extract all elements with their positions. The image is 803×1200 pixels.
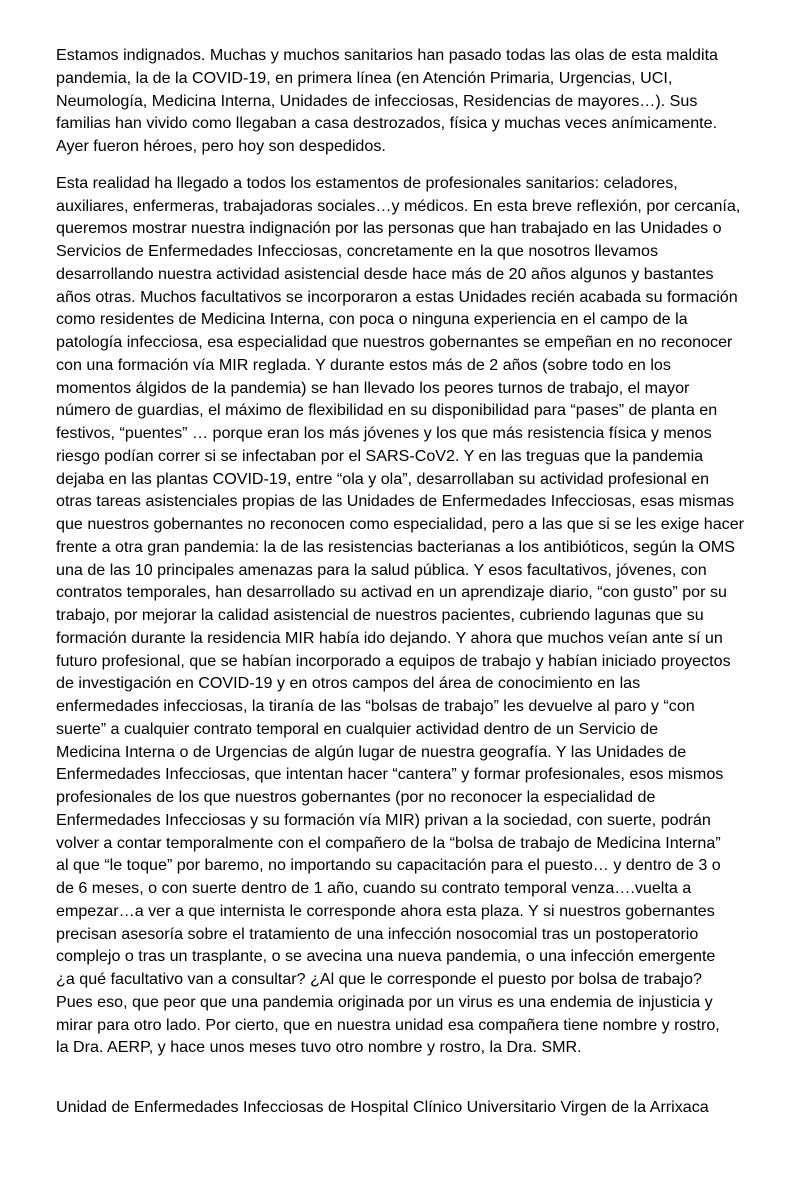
- text-line: suerte” a cualquier contrato temporal en cualquier actividad dentro de un Servicio de: [56, 719, 659, 738]
- text-line: Neumología, Medicina Interna, Unidades de infecciosas, Residencias de mayores…). Sus: [56, 91, 698, 110]
- signature-text: Unidad de Enfermedades Infecciosas de Hospital Clínico Universitario Virgen de la Arrixaca: [56, 1097, 709, 1116]
- text-line: contratos temporales, han desarrollado su activad en un aprendizaje diario, “con gusto” por su: [56, 583, 727, 602]
- text-line: volver a contar temporalmente con el compañero de la “bolsa de trabajo de Medicina Interna”: [56, 833, 721, 852]
- text-line: como residentes de Medicina Interna, con poca o ninguna experiencia en el campo de la: [56, 310, 688, 329]
- text-line: la Dra. AERP, y hace unos meses tuvo otro nombre y rostro, la Dra. SMR.: [56, 1038, 582, 1057]
- text-line: familias han vivido como llegaban a casa destrozados, física y muchas veces anímicamente.: [56, 114, 718, 133]
- text-line: Esta realidad ha llegado a todos los estamentos de profesionales sanitarios: celadores,: [56, 173, 678, 192]
- text-line: Pues eso, que peor que una pandemia originada por un virus es una endemia de injusticia y: [56, 992, 713, 1011]
- text-line: complejo o tras un trasplante, o se avecina una nueva pandemia, o una infección emergente: [56, 947, 716, 966]
- text-line: Medicina Interna o de Urgencias de algún lugar de nuestra geografía. Y las Unidades de: [56, 742, 687, 761]
- text-line: dejaba en las plantas COVID-19, entre “ola y ola”, desarrollaban su actividad profesional en: [56, 469, 710, 488]
- text-line: ¿a qué facultativo van a consultar? ¿Al que le corresponde el puesto por bolsa de trabajo?: [56, 970, 702, 988]
- text-line: [56, 1059, 756, 1082]
- letter-page: [56, 44, 756, 1119]
- text-line: formación durante la residencia MIR había ido dejando. Y ahora que muchos veían ante sí un: [56, 628, 723, 647]
- text-line: precisan asesoría sobre el tratamiento de una infección nosocomial tras un postoperatorio: [56, 924, 699, 943]
- text-line: patología infecciosa, esa especialidad que nuestros gobernantes se empeñan en no reconocer: [56, 333, 733, 351]
- text-line: futuro profesional, que se habían incorporado a equipos de trabajo y habían iniciado proyectos: [56, 651, 731, 670]
- text-line: al que “le toque” por baremo, no importando su capacitación para el puesto… y dentro de 3 o: [56, 856, 721, 875]
- text-line: desarrollando nuestra actividad asistencial desde hace más de 20 años algunos y bastantes: [56, 264, 714, 283]
- text-line: mirar para otro lado. Por cierto, que en nuestra unidad esa compañera tiene nombre y rostro,: [56, 1015, 720, 1034]
- text-line: riesgo podían correr si se infectaban por el SARS-CoV2. Y en las treguas que la pandemia: [56, 446, 704, 465]
- text-line: Enfermedades Infecciosas, que intentan hacer “cantera” y formar profesionales, esos mismos: [56, 765, 724, 784]
- text-line: Enfermedades Infecciosas y su formación vía MIR) privan a la sociedad, con suerte, podrán: [56, 810, 711, 829]
- text-line: una de las 10 principales amenazas para la salud pública. Y esos facultativos, jóvenes, con: [56, 560, 707, 579]
- text-line: número de guardias, el máximo de flexibilidad en su disponibilidad para “pases” de planta en: [56, 401, 718, 420]
- paragraph-intro: [56, 44, 756, 158]
- text-line: Ayer fueron héroes, pero hoy son despedidos.: [56, 137, 386, 155]
- text-line: con una formación vía MIR reglada. Y durante estos más de 2 años (sobre todo en los: [56, 355, 671, 374]
- text-line: festivos, “puentes” … porque eran los más jóvenes y los que más resistencia física y menos: [56, 424, 712, 442]
- text-line: otras tareas asistenciales propias de las Unidades de Enfermedades Infecciosas, esas mismas: [56, 492, 735, 511]
- signature: [56, 1096, 756, 1119]
- text-line: momentos álgidos de la pandemia) se han llevado los peores turnos de trabajo, el mayor: [56, 378, 690, 397]
- text-line: que nuestros gobernantes no reconocen como especialidad, pero a las que si se les exige hacer: [56, 515, 744, 533]
- paragraph-body: [56, 172, 756, 1082]
- text-line: queremos mostrar nuestra indignación por las personas que han trabajado en las Unidades o: [56, 219, 722, 238]
- text-line: frente a otra gran pandemia: la de las resistencias bacterianas a los antibióticos, según la OMS: [56, 537, 735, 556]
- text-line: pandemia, la de la COVID-19, en primera línea (en Atención Primaria, Urgencias, UCI,: [56, 68, 673, 87]
- text-line: años otras. Muchos facultativos se incorporaron a estas Unidades recién acabada su formación: [56, 287, 738, 306]
- text-line: de 6 meses, o con suerte dentro de 1 año, cuando su contrato temporal venza….vuelta a: [56, 879, 692, 897]
- text-line: enfermedades infecciosas, la tiranía de las “bolsas de trabajo” les devuelve al paro y “con: [56, 697, 695, 715]
- text-line: Estamos indignados. Muchas y muchos sanitarios han pasado todas las olas de esta maldita: [56, 46, 719, 64]
- text-line: empezar…a ver a que internista le corresponde ahora esta plaza. Y si nuestros gobernantes: [56, 901, 715, 920]
- text-line: profesionales de los que nuestros gobernantes (por no reconocer la especialidad de: [56, 788, 656, 806]
- text-line: trabajo, por mejorar la calidad asistencial de nuestros pacientes, cubriendo lagunas que su: [56, 606, 704, 624]
- text-line: Servicios de Enfermedades Infecciosas, concretamente en la que nosotros llevamos: [56, 242, 659, 260]
- text-line: de investigación en COVID-19 y en otros campos del área de conocimiento en las: [56, 674, 641, 693]
- text-line: auxiliares, enfermeras, trabajadoras sociales…y médicos. En esta breve reflexión, por cercanía,: [56, 196, 741, 215]
